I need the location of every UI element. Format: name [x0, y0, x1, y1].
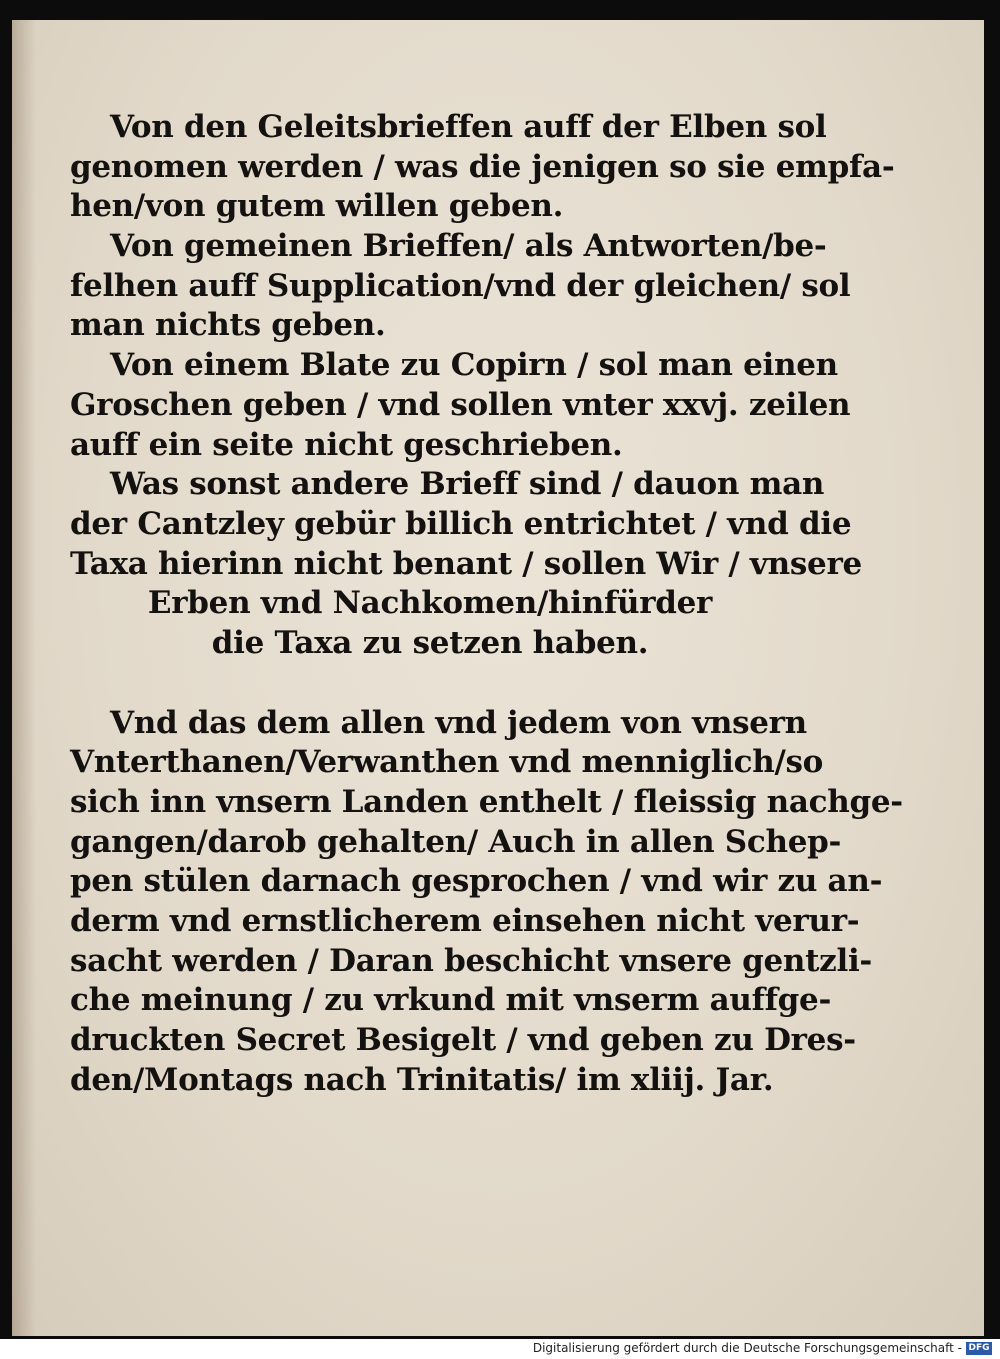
dfg-logo-icon: DFG: [966, 1342, 992, 1355]
text-line: man nichts geben.: [70, 307, 386, 344]
text-line: Vnd das dem allen vnd jedem von vnsern: [110, 704, 807, 741]
text-line: Von einem Blate zu Copirn / sol man einen: [110, 347, 838, 384]
text-line: der Cantzley gebür billich entrichtet / vnd die: [70, 505, 852, 542]
text-line: Groschen geben / vnd sollen vnter xxvj. zeilen: [70, 386, 851, 423]
text-line: che meinung / zu vrkund mit vnserm auffge-: [70, 982, 832, 1019]
text-line: die Taxa zu setzen haben.: [211, 624, 649, 661]
funding-notice: Digitalisierung gefördert durch die Deutsche Forschungsgemeinschaft -: [532, 1341, 962, 1355]
text-line: Vnterthanen/Verwanthen vnd menniglich/so: [70, 744, 824, 781]
text-line: derm vnd ernstlicherem einsehen nicht verur-: [70, 903, 860, 940]
text-line: genomen werden / was die jenigen so sie empfa-: [70, 148, 895, 185]
text-line: Erben vnd Nachkomen/hinfürder: [147, 585, 713, 622]
text-line: pen stülen darnach gesprochen / vnd wir zu an-: [70, 863, 883, 900]
text-line: gangen/darob gehalten/ Auch in allen Schep-: [70, 823, 842, 860]
text-line: felhen auff Supplication/vnd der gleichen/ sol: [70, 267, 851, 304]
page-text: [70, 108, 903, 1101]
paragraph-gap: [70, 664, 790, 704]
text-line: Was sonst andere Brieff sind / dauon man: [110, 466, 825, 503]
text-line: druckten Secret Besigelt / vnd geben zu Dres-: [70, 1022, 856, 1059]
text-line: auff ein seite nicht geschrieben.: [70, 426, 623, 463]
text-line: Von den Geleitsbrieffen auff der Elben sol: [110, 109, 827, 145]
scanned-page: [12, 20, 984, 1336]
text-line: hen/von gutem willen geben.: [70, 188, 564, 225]
text-line: sacht werden / Daran beschicht vnsere gentzli-: [70, 942, 872, 979]
footer-bar: [0, 1339, 1000, 1359]
text-line: sich inn vnsern Landen enthelt / fleissig nachge-: [70, 784, 903, 820]
text-line: Von gemeinen Brieffen/ als Antworten/be-: [110, 228, 827, 265]
text-line: Taxa hierinn nicht benant / sollen Wir / vnsere: [70, 545, 862, 582]
text-line: den/Montags nach Trinitatis/ im xliij. Jar.: [70, 1061, 774, 1098]
